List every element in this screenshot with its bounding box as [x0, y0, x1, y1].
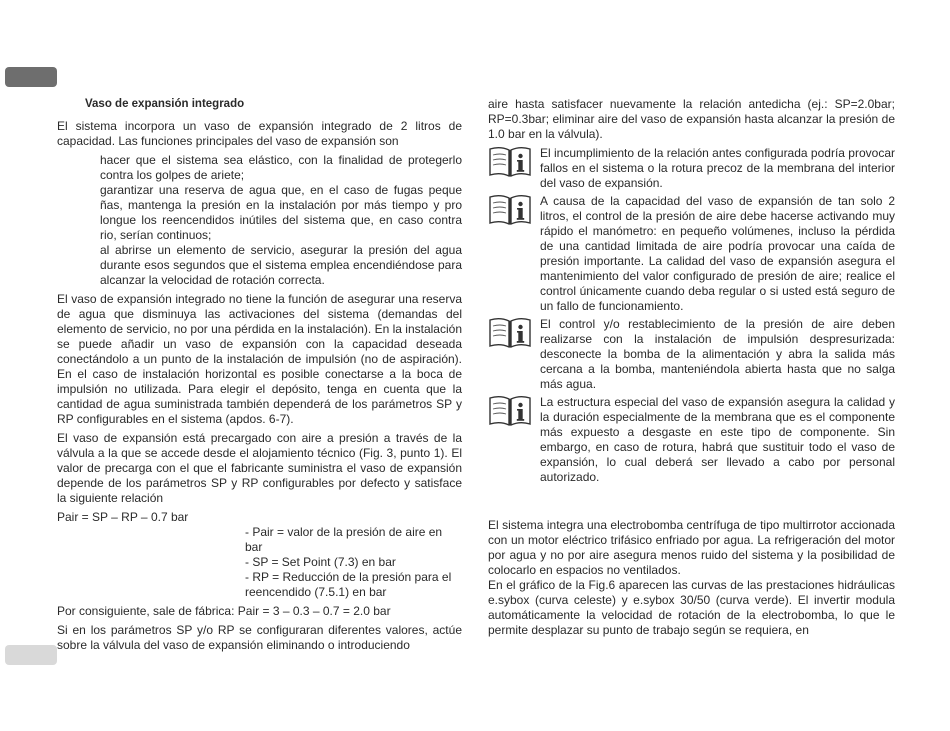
note-block [488, 146, 895, 191]
function-item-1: hacer que el sistema sea elástico, con la finalidad de protegerlo contra los golpes de ariete; [100, 153, 462, 182]
info-book-icon [488, 395, 532, 428]
function-item-2: garantizar una reserva de agua que, en el caso de fugas peque ñas, mantenga la presión en la instalación por más tiempo y pro longue los reencendidos inútiles del sistema que, en caso contra rio, serían continuos; [100, 183, 462, 242]
definition-pair: - Pair = valor de la presión de aire en bar [245, 525, 443, 554]
page-tab-bottom [5, 645, 57, 665]
note-block [488, 317, 895, 392]
note-text: El incumplimiento de la relación antes configurada podría provocar fallos en el sistema o la rotura precoz de la membrana del interior del vaso de expansión. [540, 146, 895, 190]
intro-paragraph: El sistema incorpora un vaso de expansión integrado de 2 litros de capacidad. Las funciones principales del vaso de expansión son [57, 119, 462, 148]
note-text: La estructura especial del vaso de expansión asegura la calidad y la duración especialmente de la membrana que es el componente más expuesto a desgaste en este tipo de componente. Sin embargo, en caso de rotura, habrá que sustituir todo el vaso de expansión, lo cual deberá ser llevado a cabo por personal autorizado. [540, 395, 895, 484]
factory-value: Pair = 3 – 0.3 – 0.7 = 2.0 bar [237, 604, 391, 618]
note-text: El control y/o restablecimiento de la presión de aire deben realizarse con la instalación de impulsión despresurizada: desconecte la bomba de la alimentación y abra la salida más cercana a la bomba, manteniéndola abierta hasta que no salga más agua. [540, 317, 895, 391]
note-block [488, 194, 895, 314]
note-block [488, 395, 895, 485]
paragraph-reserve: El vaso de expansión integrado no tiene la función de asegurar una reserva de agua que disminuya las activaciones del sistema (demandas del elemento de servicio, no por una pérdida en la instalación). En la instalación se puede añadir un vaso de expansión con la capacidad deseada conectándolo a un punto de la instalación de impulsión (no de aspiración). En el caso de instalación horizontal es posible conectarse a la boca de impulsión no utilizada. Para elegir el depósito, tenga en cuenta que la cantidad de agua suministrada también dependerá de los parámetros SP y RP configurables en el sistema (apdos. 6-7). [57, 292, 462, 426]
function-item-3: al abrirse un elemento de servicio, asegurar la presión del agua durante esos segundos que el sistema emplea encendiéndose para alcanzar la velocidad de rotación correcta. [100, 243, 462, 287]
continuation-paragraph: aire hasta satisfacer nuevamente la relación antedicha (ej.: SP=2.0bar; RP=0.3bar; eliminar aire del vaso de expansión hasta alcanzar la presión de 1.0 bar en la válvula). [488, 97, 895, 141]
note-text: A causa de la capacidad del vaso de expansión de tan solo 2 litros, el control de la presión de aire debe hacerse activando muy rápido el manómetro: en pequeño volúmenes, incluso la pérdida de una cantidad limitada de aire podría provocar una caída de presión importante. La calidad del vaso de expansión asegura el mantenimiento del valor configurado de presión de aire; realice el control únicamente cuando deba regular o si usted está seguro de un fallo de funcionamiento. [540, 194, 895, 313]
definition-rp: - RP = Reducción de la presión para el reencendido (7.5.1) en bar [245, 570, 452, 599]
info-book-icon [488, 194, 532, 227]
left-column [57, 97, 462, 653]
paragraph-motor: El sistema integra una electrobomba centrífuga de tipo multirrotor accionada con un motor eléctrico trifásico enfriado por agua. La refrigeración del motor por agua y no por aire asegura menos ruido del sistema y la posibilidad de colocarlo en espacios no ventilados. [488, 518, 895, 577]
factory-label: Por consiguiente, sale de fábrica: [57, 604, 235, 618]
factory-line [57, 604, 462, 619]
definition-sp: - SP = Set Point (7.3) en bar [245, 555, 396, 569]
right-column [488, 97, 895, 638]
info-book-icon [488, 146, 532, 179]
page-tab-top [5, 67, 57, 87]
paragraph-curves: En el gráfico de la Fig.6 aparecen las curvas de las prestaciones hidráulicas e.sybox (curva celeste) y e.sybox 30/50 (curva verde). El invertir modula automáticamente la velocidad de rotación de la electrobomba, lo que le permite desplazar su punto de trabajo según se requiera, en [488, 578, 895, 637]
section-heading: Vaso de expansión integrado [85, 98, 245, 110]
paragraph-adjust: Si en los parámetros SP y/o RP se configuraran diferentes valores, actúe sobre la válvula del vaso de expansión eliminando o introduciendo [57, 623, 462, 652]
formula: Pair = SP – RP – 0.7 bar [57, 510, 189, 524]
info-book-icon [488, 317, 532, 350]
paragraph-precharge: El vaso de expansión está precargado con aire a presión a través de la válvula a la que se accede desde el alojamiento técnico (Fig. 3, punto 1). El valor de precarga con el que el fabricante suministra el vaso de expansión depende de los parámetros SP y RP configurables por defecto y satisface la siguiente relación [57, 431, 462, 505]
